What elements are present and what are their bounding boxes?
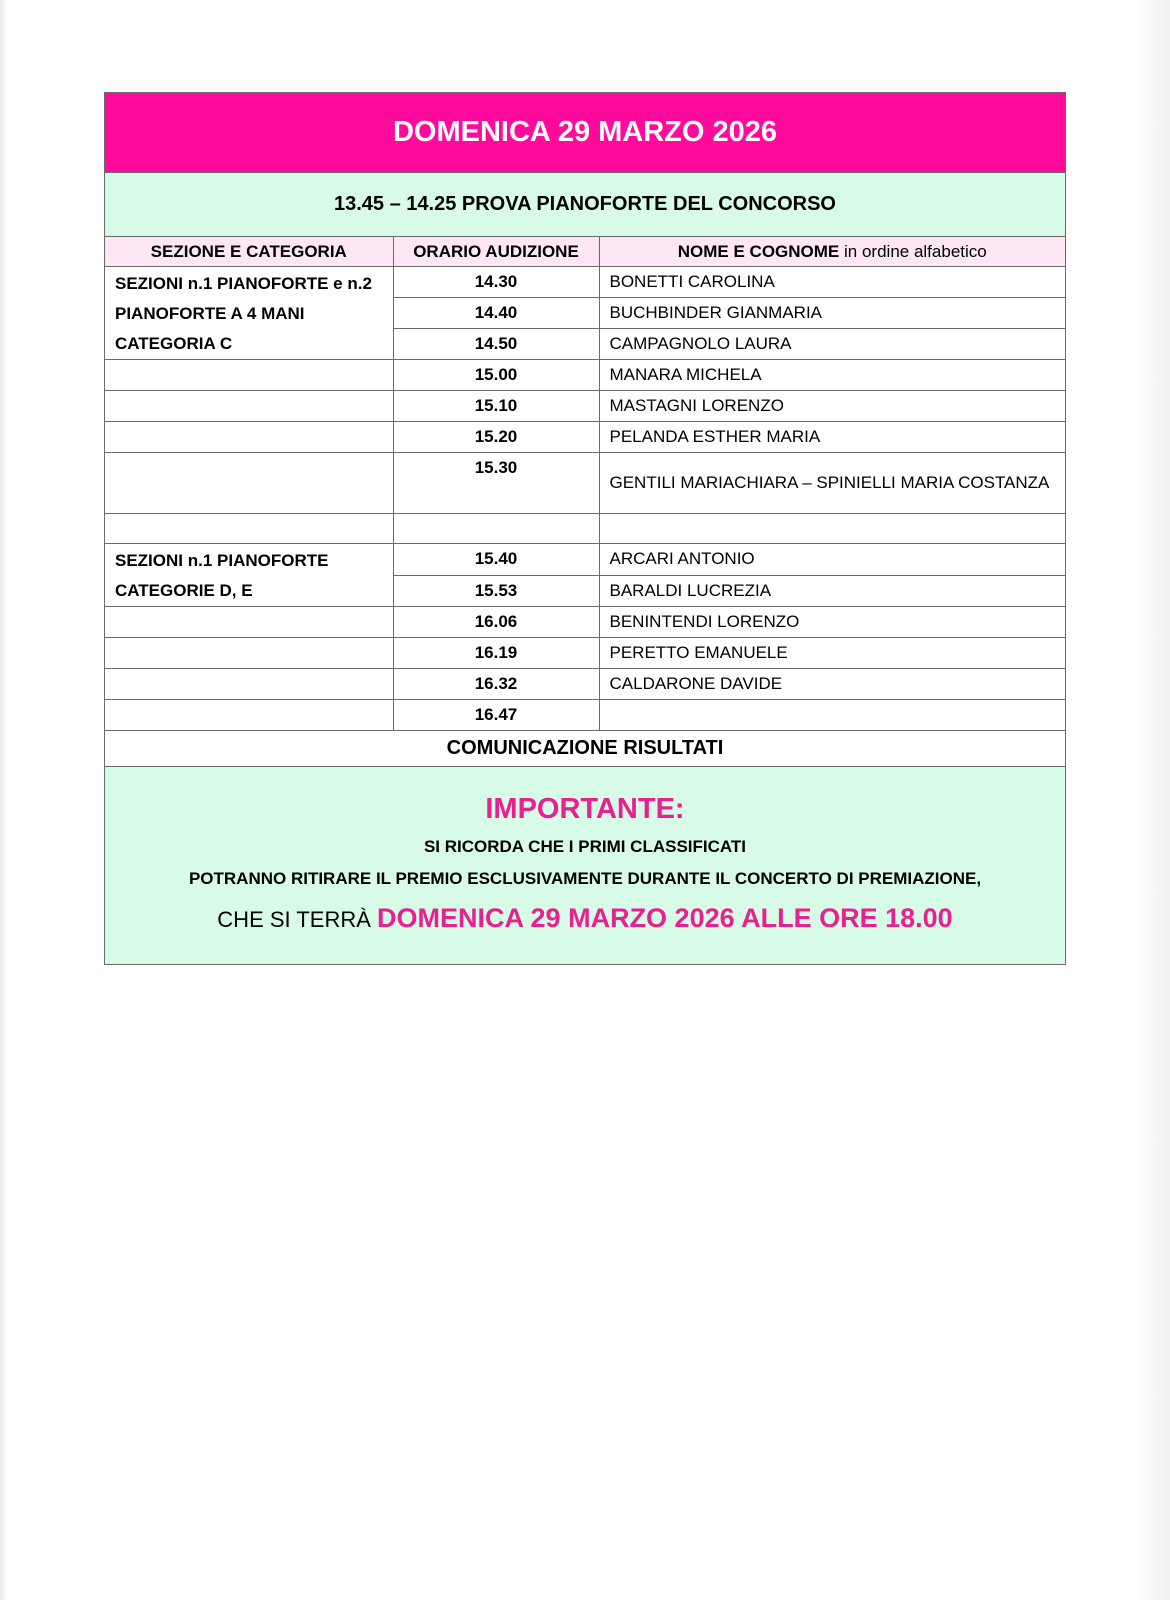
empty-section-cell	[105, 391, 393, 422]
table-row	[105, 360, 1065, 391]
audition-time: 16.32	[393, 669, 599, 700]
empty-cell	[105, 514, 393, 544]
audition-time: 14.40	[393, 298, 599, 329]
empty-section-cell	[105, 422, 393, 453]
piano-trial-row	[105, 173, 1065, 237]
audition-time: 16.06	[393, 607, 599, 638]
header-name-bold: NOME E COGNOME	[677, 241, 840, 261]
candidate-name: PERETTO EMANUELE	[599, 638, 1065, 669]
empty-section-cell	[105, 453, 393, 514]
table-row	[105, 544, 1065, 576]
date-banner	[105, 93, 1065, 173]
audition-time: 15.40	[393, 544, 599, 576]
table-row	[105, 607, 1065, 638]
candidate-name: CALDARONE DAVIDE	[599, 669, 1065, 700]
header-name	[599, 237, 1065, 267]
candidate-name: MASTAGNI LORENZO	[599, 391, 1065, 422]
schedule-sheet	[104, 92, 1066, 965]
table-row	[105, 422, 1065, 453]
notice-line-3-prefix: CHE SI TERRÀ	[217, 907, 371, 932]
notice-line-3-highlight: DOMENICA 29 MARZO 2026 ALLE ORE 18.00	[377, 903, 953, 933]
notice-line-1: SI RICORDA CHE I PRIMI CLASSIFICATI	[423, 837, 747, 856]
audition-time: 15.00	[393, 360, 599, 391]
header-name-note: in ordine alfabetico	[844, 241, 987, 261]
results-announcement	[105, 731, 1065, 767]
audition-table	[105, 237, 1065, 731]
empty-section-cell	[105, 360, 393, 391]
table-row	[105, 700, 1065, 731]
candidate-name: BARALDI LUCREZIA	[599, 575, 1065, 607]
audition-time: 14.50	[393, 329, 599, 360]
section-label-group1: SEZIONI n.1 PIANOFORTE e n.2 PIANOFORTE A 4 MANI CATEGORIA C	[105, 267, 393, 360]
notice-line-3	[105, 897, 1065, 941]
candidate-name: MANARA MICHELA	[599, 360, 1065, 391]
notice-line-2: POTRANNO RITIRARE IL PREMIO ESCLUSIVAMENTE DURANTE IL CONCERTO DI PREMIAZIONE,	[188, 869, 982, 888]
page-edge-left	[0, 0, 8, 1600]
notice-heading: IMPORTANTE:	[485, 793, 685, 825]
audition-time: 16.47	[393, 700, 599, 731]
table-spacer-row	[105, 514, 1065, 544]
page-edge-right	[1134, 0, 1170, 1600]
table-row	[105, 638, 1065, 669]
candidate-name: BUCHBINDER GIANMARIA	[599, 298, 1065, 329]
candidate-name: PELANDA ESTHER MARIA	[599, 422, 1065, 453]
empty-section-cell	[105, 607, 393, 638]
audition-time: 16.19	[393, 638, 599, 669]
empty-section-cell	[105, 669, 393, 700]
section-label-group2: SEZIONI n.1 PIANOFORTE CATEGORIE D, E	[105, 544, 393, 607]
audition-time: 15.30	[393, 453, 599, 514]
audition-time: 15.20	[393, 422, 599, 453]
candidate-name: CAMPAGNOLO LAURA	[599, 329, 1065, 360]
empty-section-cell	[105, 638, 393, 669]
audition-time: 15.10	[393, 391, 599, 422]
table-row	[105, 669, 1065, 700]
results-text: COMUNICAZIONE RISULTATI	[446, 737, 724, 759]
audition-time: 15.53	[393, 575, 599, 607]
table-row	[105, 267, 1065, 298]
audition-time: 14.30	[393, 267, 599, 298]
empty-cell	[393, 514, 599, 544]
candidate-name: BENINTENDI LORENZO	[599, 607, 1065, 638]
empty-section-cell	[105, 700, 393, 731]
empty-cell	[599, 514, 1065, 544]
candidate-name: GENTILI MARIACHIARA – SPINIELLI MARIA COSTANZA	[599, 453, 1065, 514]
table-header-row	[105, 237, 1065, 267]
candidate-name: BONETTI CAROLINA	[599, 267, 1065, 298]
header-time: ORARIO AUDIZIONE	[393, 237, 599, 267]
important-notice	[105, 767, 1065, 964]
candidate-name	[599, 700, 1065, 731]
candidate-name: ARCARI ANTONIO	[599, 544, 1065, 576]
date-banner-title: DOMENICA 29 MARZO 2026	[392, 116, 778, 148]
table-row	[105, 391, 1065, 422]
header-section: SEZIONE E CATEGORIA	[105, 237, 393, 267]
table-row	[105, 453, 1065, 514]
piano-trial-text: 13.45 – 14.25 PROVA PIANOFORTE DEL CONCORSO	[334, 193, 836, 215]
